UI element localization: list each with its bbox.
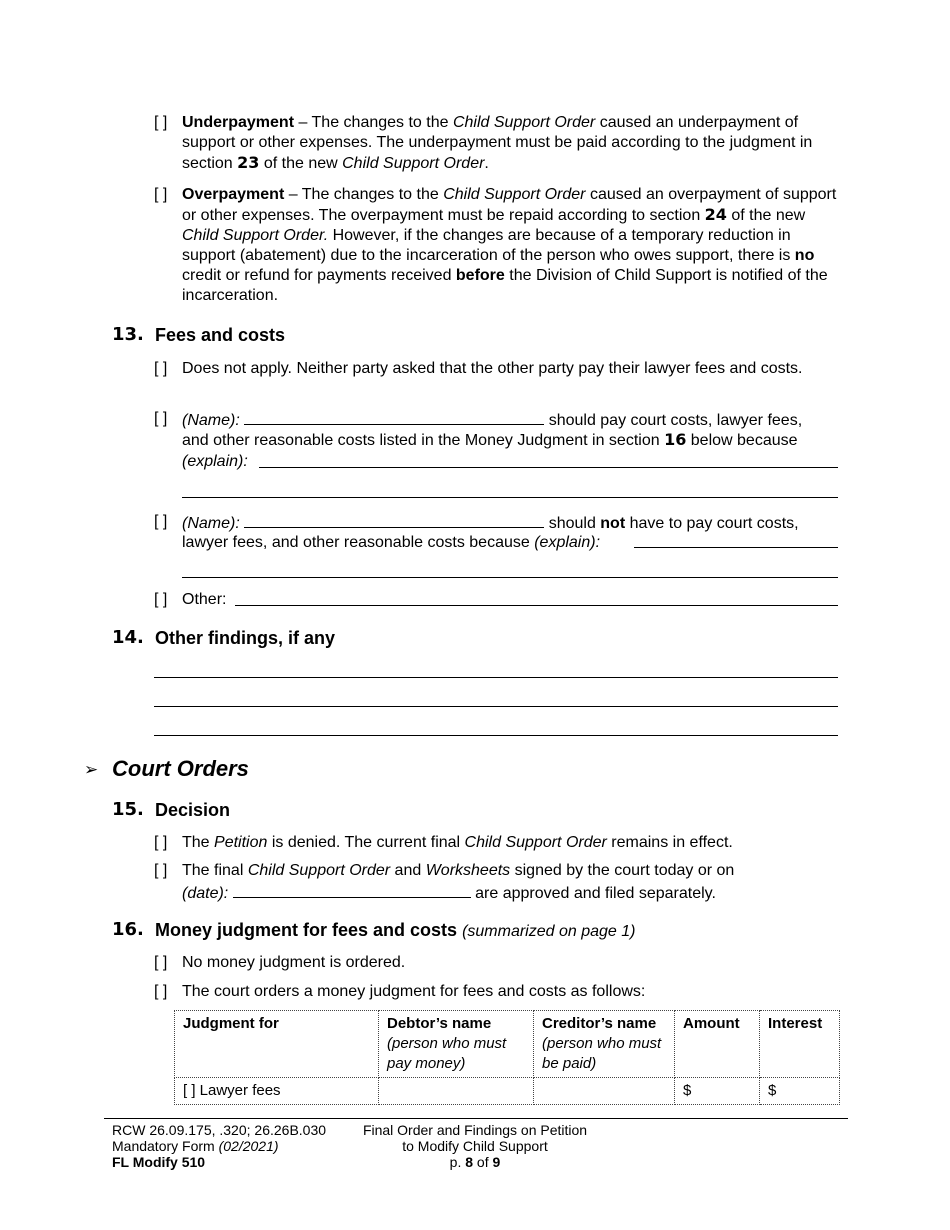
fees-not-apply-checkbox[interactable]: [ ] bbox=[154, 360, 168, 377]
section-13-title: Fees and costs bbox=[155, 325, 286, 345]
section-16-note: (summarized on page 1) bbox=[462, 923, 636, 940]
petition-denied-text: The Petition is denied. The current final Child Support Order remains in effect. bbox=[182, 834, 733, 851]
name-label-2: (Name): bbox=[182, 515, 240, 532]
underpayment-checkbox[interactable]: [ ] bbox=[154, 114, 168, 131]
explain-field-1[interactable] bbox=[259, 467, 838, 468]
section-13-number: 13. bbox=[112, 324, 144, 345]
date-field[interactable] bbox=[233, 882, 471, 898]
fees-not-apply-text: Does not apply. Neither party asked that the other party pay their lawyer fees and costs. bbox=[182, 360, 803, 377]
judgment-ordered-text: The court orders a money judgment for fees and costs as follows: bbox=[182, 983, 646, 1000]
footer-rcw: RCW 26.09.175, .320; 26.26B.030 bbox=[112, 1122, 327, 1138]
footer-form-id: FL Modify 510 bbox=[112, 1154, 206, 1170]
header-interest: Interest bbox=[760, 1011, 840, 1078]
header-judgment-for: Judgment for bbox=[175, 1011, 379, 1078]
section-16-number: 16. bbox=[112, 919, 144, 940]
date-label: (date): bbox=[182, 885, 229, 902]
footer-title-2: to Modify Child Support bbox=[402, 1138, 548, 1154]
other-findings-line-2[interactable] bbox=[154, 706, 838, 707]
overpayment-text: Overpayment – The changes to the Child Support Order caused an overpayment of support or other expenses. The overpayment must be repaid according to section 24 of the new Child Support Order. However, if the changes are because of a temporary reduction in support (abatement) due to the incarceration of the person who owes support, there is no credit or refund for payments received before the Division of Child Support is notified of the incarceration. bbox=[182, 186, 837, 304]
nonpayer-name-field[interactable] bbox=[244, 512, 544, 528]
interest-cell[interactable]: $ bbox=[760, 1078, 840, 1105]
table-header-row bbox=[175, 1011, 840, 1078]
lawyer-fees-cell[interactable]: [ ] Lawyer fees bbox=[175, 1078, 379, 1105]
amount-cell[interactable]: $ bbox=[675, 1078, 760, 1105]
creditor-name-cell[interactable] bbox=[534, 1078, 675, 1105]
other-label: Other: bbox=[182, 591, 227, 608]
court-orders-heading: Court Orders bbox=[112, 756, 249, 781]
explain-field-1b[interactable] bbox=[182, 497, 838, 498]
judgment-ordered-checkbox[interactable]: [ ] bbox=[154, 983, 168, 1000]
debtor-name-cell[interactable] bbox=[379, 1078, 534, 1105]
footer-divider bbox=[104, 1118, 848, 1119]
footer-title-1: Final Order and Findings on Petition bbox=[362, 1122, 588, 1138]
no-judgment-checkbox[interactable]: [ ] bbox=[154, 954, 168, 971]
section-14-title: Other findings, if any bbox=[155, 628, 336, 648]
header-debtor: Debtor’s name (person who must pay money) bbox=[379, 1011, 534, 1078]
other-findings-line-3[interactable] bbox=[154, 735, 838, 736]
order-approved-checkbox[interactable]: [ ] bbox=[154, 862, 168, 879]
footer-mandatory: Mandatory Form (02/2021) bbox=[112, 1138, 279, 1154]
footer-left bbox=[112, 1122, 326, 1170]
should-not-pay-text-2: lawyer fees, and other reasonable costs because (explain): bbox=[182, 534, 601, 551]
order-approved-text: The final Child Support Order and Worksheets signed by the court today or on bbox=[182, 862, 735, 879]
other-field[interactable] bbox=[235, 605, 838, 606]
payer-name-field[interactable] bbox=[244, 409, 544, 425]
header-amount: Amount bbox=[675, 1011, 760, 1078]
should-not-pay-text: should not have to pay court costs, bbox=[548, 515, 799, 532]
footer-center bbox=[340, 1122, 610, 1170]
fees-not-pay-checkbox[interactable]: [ ] bbox=[154, 513, 168, 530]
overpayment-checkbox[interactable]: [ ] bbox=[154, 186, 168, 203]
name-label: (Name): bbox=[182, 412, 240, 429]
section-15-number: 15. bbox=[112, 799, 144, 820]
explain-label: (explain): bbox=[182, 453, 248, 470]
underpayment-text: Underpayment – The changes to the Child Support Order caused an underpayment of support or other expenses. The underpayment must be paid according to the judgment in section 23 of the new Child Support Order. bbox=[182, 114, 813, 172]
money-judgment-table bbox=[174, 1010, 840, 1105]
should-pay-text-2: and other reasonable costs listed in the Money Judgment in section 16 below because bbox=[182, 430, 798, 449]
should-pay-text: should pay court costs, lawyer fees, bbox=[548, 412, 803, 429]
section-15-title: Decision bbox=[155, 800, 231, 820]
header-creditor: Creditor’s name (person who must be paid) bbox=[534, 1011, 675, 1078]
explain-field-2b[interactable] bbox=[182, 577, 838, 578]
explain-field-2[interactable] bbox=[634, 547, 838, 548]
no-judgment-text: No money judgment is ordered. bbox=[182, 954, 406, 971]
petition-denied-checkbox[interactable]: [ ] bbox=[154, 834, 168, 851]
table-row bbox=[175, 1078, 840, 1105]
section-16-title: Money judgment for fees and costs (summarized on page 1) bbox=[155, 920, 636, 940]
fees-should-pay-checkbox[interactable]: [ ] bbox=[154, 410, 168, 427]
other-findings-line-1[interactable] bbox=[154, 677, 838, 678]
section-14-number: 14. bbox=[112, 627, 144, 648]
arrow-bullet-icon: ➢ bbox=[84, 760, 99, 779]
footer-page: p. 8 of 9 bbox=[449, 1154, 501, 1170]
fees-other-checkbox[interactable]: [ ] bbox=[154, 591, 168, 608]
approved-filed-text: are approved and filed separately. bbox=[475, 885, 716, 902]
